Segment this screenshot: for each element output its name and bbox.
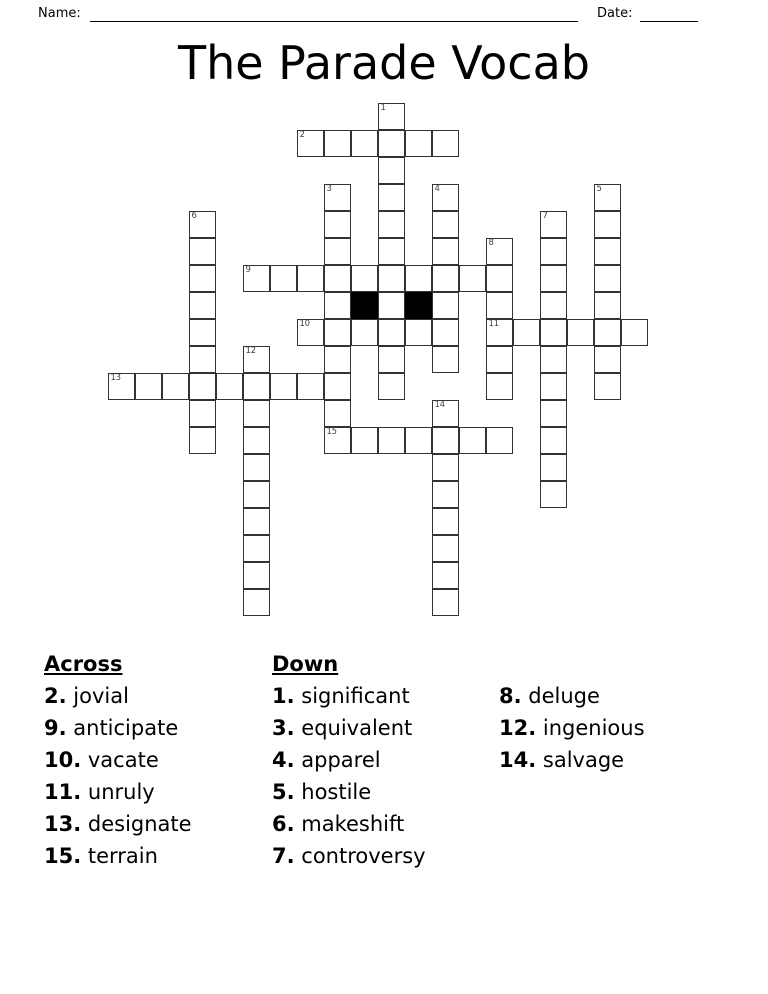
- grid-cell[interactable]: [432, 562, 459, 589]
- grid-cell[interactable]: [378, 346, 405, 373]
- date-label: Date:: [597, 6, 633, 21]
- clue-item: [272, 680, 494, 712]
- grid-cell[interactable]: [513, 319, 540, 346]
- clue-word: significant: [294, 684, 410, 708]
- clue-number: 4.: [272, 748, 295, 772]
- grid-cell[interactable]: [189, 265, 216, 292]
- clue-item: [272, 744, 494, 776]
- clue-number: 9.: [44, 716, 67, 740]
- grid-cell[interactable]: [594, 265, 621, 292]
- clue-number: 15.: [44, 844, 82, 868]
- grid-cell[interactable]: [432, 589, 459, 616]
- grid-cell[interactable]: [378, 130, 405, 157]
- grid-cell[interactable]: [540, 238, 567, 265]
- clue-word: equivalent: [294, 716, 413, 740]
- grid-cell[interactable]: [486, 346, 513, 373]
- grid-cell[interactable]: [540, 265, 567, 292]
- grid-cell[interactable]: [432, 184, 459, 211]
- grid-cell-number: 4: [434, 184, 440, 194]
- grid-cell[interactable]: [189, 211, 216, 238]
- clue-word: unruly: [81, 780, 155, 804]
- grid-cell[interactable]: [243, 400, 270, 427]
- grid-cell[interactable]: [621, 319, 648, 346]
- grid-cell[interactable]: [108, 373, 135, 400]
- grid-cell[interactable]: [594, 211, 621, 238]
- grid-cell[interactable]: [324, 238, 351, 265]
- grid-cell[interactable]: [594, 292, 621, 319]
- clue-item: [272, 808, 494, 840]
- grid-cell[interactable]: [324, 130, 351, 157]
- grid-cell[interactable]: [351, 130, 378, 157]
- grid-cell[interactable]: [594, 346, 621, 373]
- grid-cell[interactable]: [432, 346, 459, 373]
- grid-cell-number: 2: [299, 130, 305, 140]
- clue-item: [44, 776, 269, 808]
- clues-down-heading: Down: [272, 652, 339, 676]
- clue-number: 12.: [499, 716, 537, 740]
- clue-word: vacate: [81, 748, 159, 772]
- clue-word: terrain: [81, 844, 158, 868]
- grid-cell[interactable]: [351, 265, 378, 292]
- clue-item: [272, 840, 494, 872]
- grid-cell[interactable]: [378, 292, 405, 319]
- grid-cell[interactable]: [297, 130, 324, 157]
- grid-cell[interactable]: [405, 265, 432, 292]
- name-label: Name:: [38, 6, 81, 21]
- clue-word: jovial: [66, 684, 129, 708]
- clue-word: ingenious: [536, 716, 645, 740]
- clues-continued-spacer: [499, 650, 739, 680]
- grid-cell-number: 15: [326, 427, 337, 437]
- grid-cell[interactable]: [243, 346, 270, 373]
- grid-cell[interactable]: [189, 427, 216, 454]
- grid-cell[interactable]: [378, 373, 405, 400]
- grid-cell[interactable]: [432, 400, 459, 427]
- grid-cell[interactable]: [297, 373, 324, 400]
- grid-cell[interactable]: [432, 265, 459, 292]
- clue-number: 7.: [272, 844, 295, 868]
- clue-number: 13.: [44, 812, 82, 836]
- grid-cell[interactable]: [378, 319, 405, 346]
- grid-cell[interactable]: [540, 346, 567, 373]
- grid-cell[interactable]: [243, 481, 270, 508]
- grid-cell[interactable]: [594, 319, 621, 346]
- grid-cell[interactable]: [540, 481, 567, 508]
- clues-down-column: [272, 650, 494, 872]
- grid-cell[interactable]: [486, 265, 513, 292]
- clue-word: designate: [81, 812, 192, 836]
- grid-cell[interactable]: [432, 481, 459, 508]
- clue-item: [44, 744, 269, 776]
- clue-word: anticipate: [66, 716, 179, 740]
- grid-cell-number: 10: [299, 319, 310, 329]
- clue-item: [499, 680, 739, 712]
- clue-item: [499, 712, 739, 744]
- grid-cell[interactable]: [540, 427, 567, 454]
- grid-cell[interactable]: [432, 130, 459, 157]
- grid-cell[interactable]: [459, 427, 486, 454]
- grid-cell-number: 9: [245, 265, 251, 275]
- grid-cell[interactable]: [189, 319, 216, 346]
- grid-cell[interactable]: [243, 589, 270, 616]
- grid-cell-number: 7: [542, 211, 548, 221]
- clue-item: [44, 840, 269, 872]
- grid-cell[interactable]: [189, 238, 216, 265]
- grid-cell-number: 11: [488, 319, 499, 329]
- grid-cell[interactable]: [540, 211, 567, 238]
- grid-cell[interactable]: [486, 427, 513, 454]
- grid-cell-blocked: [405, 292, 432, 319]
- grid-cell[interactable]: [243, 373, 270, 400]
- grid-cell[interactable]: [297, 265, 324, 292]
- clue-item: [272, 776, 494, 808]
- grid-cell[interactable]: [324, 265, 351, 292]
- grid-cell[interactable]: [405, 319, 432, 346]
- page-title: The Parade Vocab: [178, 36, 590, 90]
- clues-down-continued-list: [499, 680, 739, 776]
- grid-cell[interactable]: [324, 184, 351, 211]
- grid-cell[interactable]: [324, 427, 351, 454]
- grid-cell[interactable]: [378, 184, 405, 211]
- clue-word: makeshift: [294, 812, 405, 836]
- clue-item: [272, 712, 494, 744]
- grid-cell[interactable]: [162, 373, 189, 400]
- grid-cell[interactable]: [324, 211, 351, 238]
- grid-cell-number: 13: [110, 373, 121, 383]
- clue-number: 2.: [44, 684, 67, 708]
- grid-cell[interactable]: [459, 265, 486, 292]
- grid-cell[interactable]: [189, 400, 216, 427]
- clue-number: 10.: [44, 748, 82, 772]
- clues-across-column: [44, 650, 269, 872]
- grid-cell[interactable]: [378, 103, 405, 130]
- clue-item: [44, 808, 269, 840]
- grid-cell[interactable]: [243, 265, 270, 292]
- grid-cell[interactable]: [540, 373, 567, 400]
- grid-cell[interactable]: [243, 562, 270, 589]
- grid-cell[interactable]: [567, 319, 594, 346]
- grid-cell[interactable]: [486, 319, 513, 346]
- grid-cell-number: 5: [596, 184, 602, 194]
- clue-number: 11.: [44, 780, 82, 804]
- grid-cell[interactable]: [432, 508, 459, 535]
- grid-cell[interactable]: [594, 184, 621, 211]
- grid-cell[interactable]: [432, 211, 459, 238]
- grid-cell[interactable]: [351, 319, 378, 346]
- grid-cell[interactable]: [189, 292, 216, 319]
- grid-cell[interactable]: [432, 292, 459, 319]
- clue-word: hostile: [294, 780, 372, 804]
- grid-cell[interactable]: [243, 454, 270, 481]
- grid-cell[interactable]: [351, 427, 378, 454]
- clues-down-continued-column: [499, 650, 739, 776]
- grid-cell[interactable]: [270, 373, 297, 400]
- grid-cell[interactable]: [324, 319, 351, 346]
- clues-across-list: [44, 680, 269, 872]
- grid-cell[interactable]: [189, 346, 216, 373]
- grid-cell-number: 3: [326, 184, 332, 194]
- grid-cell[interactable]: [594, 238, 621, 265]
- grid-cell[interactable]: [135, 373, 162, 400]
- grid-cell[interactable]: [405, 130, 432, 157]
- grid-cell-number: 6: [191, 211, 197, 221]
- grid-cell[interactable]: [540, 319, 567, 346]
- clue-word: deluge: [521, 684, 600, 708]
- grid-cell[interactable]: [243, 535, 270, 562]
- grid-cell-number: 1: [380, 103, 386, 113]
- grid-cell[interactable]: [378, 238, 405, 265]
- clue-word: salvage: [536, 748, 625, 772]
- grid-cell[interactable]: [243, 508, 270, 535]
- clue-number: 6.: [272, 812, 295, 836]
- grid-cell[interactable]: [432, 535, 459, 562]
- grid-cell[interactable]: [378, 157, 405, 184]
- clue-item: [44, 680, 269, 712]
- clues-down-list: [272, 680, 494, 872]
- grid-cell[interactable]: [324, 346, 351, 373]
- grid-cell-number: 12: [245, 346, 256, 356]
- grid-cell-blocked: [351, 292, 378, 319]
- grid-cell[interactable]: [486, 292, 513, 319]
- grid-cell[interactable]: [594, 373, 621, 400]
- grid-cell[interactable]: [378, 427, 405, 454]
- grid-cell[interactable]: [324, 400, 351, 427]
- grid-cell-number: 8: [488, 238, 494, 248]
- grid-cell[interactable]: [486, 373, 513, 400]
- grid-cell[interactable]: [378, 265, 405, 292]
- clue-number: 8.: [499, 684, 522, 708]
- grid-cell[interactable]: [540, 292, 567, 319]
- grid-cell[interactable]: [432, 319, 459, 346]
- clue-number: 1.: [272, 684, 295, 708]
- clue-word: controversy: [294, 844, 426, 868]
- clue-number: 5.: [272, 780, 295, 804]
- grid-cell[interactable]: [540, 400, 567, 427]
- grid-cell[interactable]: [216, 373, 243, 400]
- grid-cell[interactable]: [432, 238, 459, 265]
- grid-cell[interactable]: [378, 211, 405, 238]
- grid-cell[interactable]: [486, 238, 513, 265]
- grid-cell[interactable]: [189, 373, 216, 400]
- grid-cell[interactable]: [432, 427, 459, 454]
- grid-cell[interactable]: [270, 265, 297, 292]
- grid-cell[interactable]: [297, 319, 324, 346]
- grid-cell-number: 14: [434, 400, 445, 410]
- grid-cell[interactable]: [324, 373, 351, 400]
- clues-across-heading: Across: [44, 652, 123, 676]
- clue-item: [499, 744, 739, 776]
- clue-item: [44, 712, 269, 744]
- grid-cell[interactable]: [243, 427, 270, 454]
- grid-cell[interactable]: [540, 454, 567, 481]
- clue-number: 3.: [272, 716, 295, 740]
- grid-cell[interactable]: [405, 427, 432, 454]
- grid-cell[interactable]: [324, 292, 351, 319]
- clue-word: apparel: [294, 748, 381, 772]
- clue-number: 14.: [499, 748, 537, 772]
- grid-cell[interactable]: [432, 454, 459, 481]
